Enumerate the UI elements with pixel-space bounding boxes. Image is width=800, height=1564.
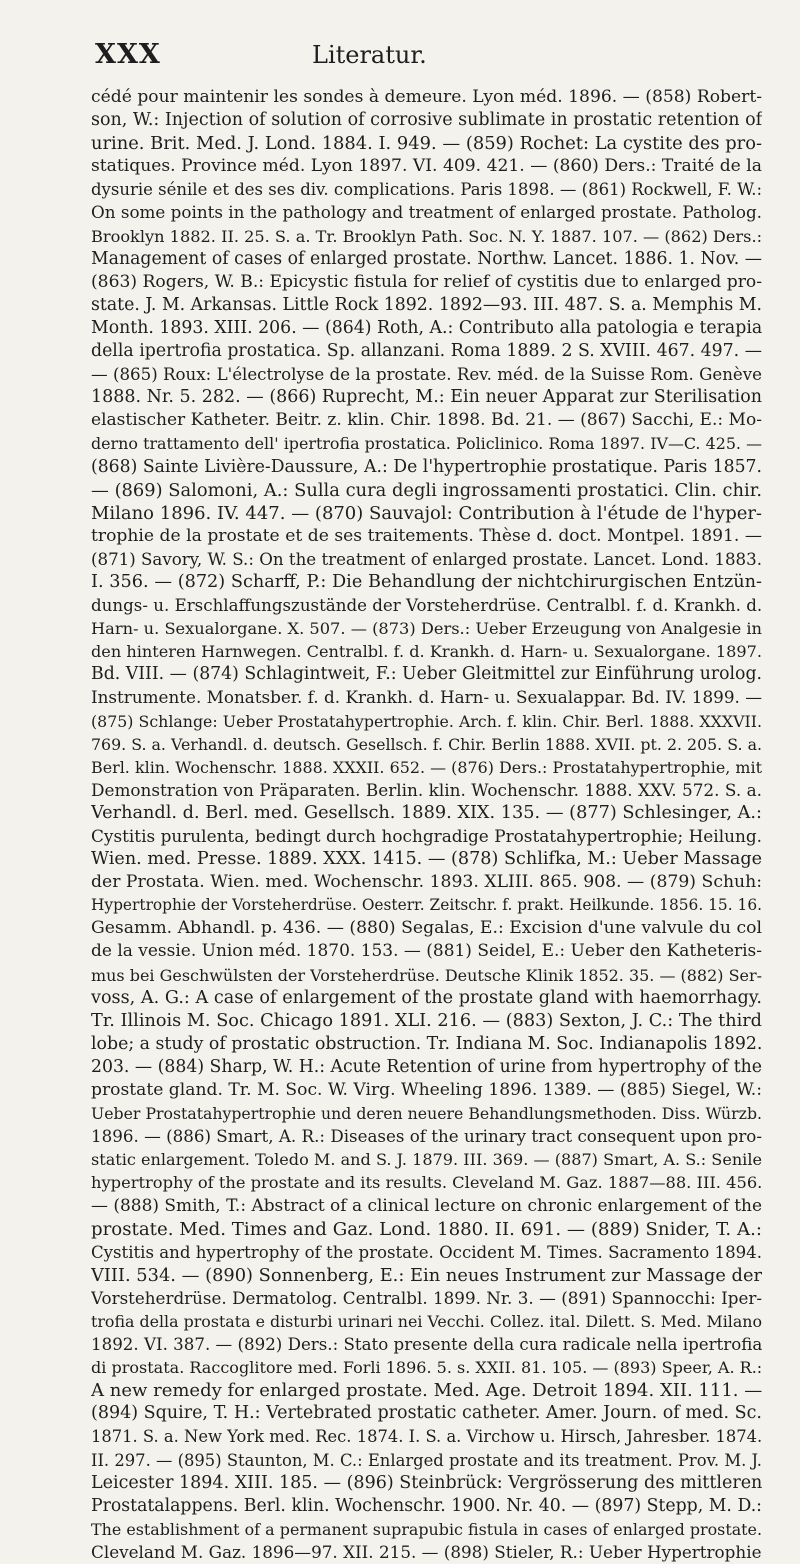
text-line: prostate gland. Tr. M. Soc. W. Virg. Wheeling 1896. 1389. — (885) Siegel, W.: (91, 1080, 762, 1101)
text-line: den hinteren Harnwegen. Centralbl. f. d. Krankh. d. Harn- u. Sexualorgane. 1897. (91, 642, 762, 662)
text-line: trofia della prostata e disturbi urinari nei Vecchi. Collez. ital. Dilett. S. Med. Milano (91, 1311, 762, 1331)
text-line: Cystitis purulenta, bedingt durch hochgradige Prostatahypertrophie; Heilung. (91, 826, 762, 846)
text-line: 769. S. a. Verhandl. d. deutsch. Gesellsch. f. Chir. Berlin 1888. XVII. pt. 2. 205. S. a. (91, 734, 762, 754)
text-line: (868) Sainte Livière-Daussure, A.: De l'hypertrophie prostatique. Paris 1857. (91, 456, 762, 477)
text-line: Ueber Prostatahypertrophie und deren neuere Behandlungsmethoden. Diss. Würzb. (91, 1104, 762, 1124)
text-line: — (869) Salomoni, A.: Sulla cura degli ingrossamenti prostatici. Clin. chir. (91, 479, 762, 501)
text-line: Cleveland M. Gaz. 1896—97. XII. 215. — (898) Stieler, R.: Ueber Hypertrophie (91, 1541, 762, 1562)
text-line: state. J. M. Arkansas. Little Rock 1892. 1892—93. III. 487. S. a. Memphis M. (91, 294, 762, 315)
text-line: I. 356. — (872) Scharff, P.: Die Behandlung der nichtchirurgischen Entzün- (91, 571, 762, 592)
bibliography-text (91, 86, 762, 1564)
text-line: On some points in the pathology and treatment of enlarged prostate. Patholog. (91, 202, 762, 223)
text-line: Management of cases of enlarged prostate. Northw. Lancet. 1886. 1. Nov. — (91, 248, 762, 269)
text-line: Bd. VIII. — (874) Schlagintweit, F.: Ueber Gleitmittel zur Einführung urolog. (91, 664, 762, 685)
text-line: Month. 1893. XIII. 206. — (864) Roth, A.: Contributo alla patologia e terapia (91, 317, 762, 338)
text-line: VIII. 534. — (890) Sonnenberg, E.: Ein neues Instrument zur Massage der (91, 1264, 762, 1286)
text-line: Hypertrophie der Vorsteherdrüse. Oesterr. Zeitschr. f. prakt. Heilkunde. 1856. 15. 16. (91, 896, 762, 915)
text-line: di prostata. Raccoglitore med. Forli 1896. 5. s. XXII. 81. 105. — (893) Speer, A. R.: (91, 1358, 762, 1378)
text-line: dysurie sénile et des ses div. complications. Paris 1898. — (861) Rockwell, F. W.: (91, 180, 762, 200)
text-line: (863) Rogers, W. B.: Epicystic fistula for relief of cystitis due to enlarged pro- (91, 271, 762, 292)
text-line: 1888. Nr. 5. 282. — (866) Ruprecht, M.: Ein neuer Apparat zur Sterilisation (91, 387, 762, 408)
text-line: der Prostata. Wien. med. Wochenschr. 1893. XLIII. 865. 908. — (879) Schuh: (91, 872, 762, 893)
text-line: 1896. — (886) Smart, A. R.: Diseases of the urinary tract consequent upon pro- (91, 1126, 762, 1147)
text-line: derno trattamento dell' ipertrofia prostatica. Policlinico. Roma 1897. IV—C. 425. — (91, 434, 762, 454)
text-line: Cystitis and hypertrophy of the prostate. Occident M. Times. Sacramento 1894. (91, 1242, 762, 1262)
text-line: Gesamm. Abhandl. p. 436. — (880) Segalas, E.: Excision d'une valvule du col (91, 918, 762, 939)
text-line: — (888) Smith, T.: Abstract of a clinical lecture on chronic enlargement of the (91, 1195, 762, 1216)
text-line: Verhandl. d. Berl. med. Gesellsch. 1889. XIX. 135. — (877) Schlesinger, A.: (91, 802, 762, 823)
text-line: 203. — (884) Sharp, W. H.: Acute Retention of urine from hypertrophy of the (91, 1056, 762, 1077)
text-line: II. 297. — (895) Staunton, M. C.: Enlarged prostate and its treatment. Prov. M. J. (91, 1450, 762, 1470)
text-line: The establishment of a permanent suprapubic fistula in cases of enlarged prostate. (91, 1519, 762, 1539)
text-line: static enlargement. Toledo M. and S. J. 1879. III. 369. — (887) Smart, A. S.: Senile (91, 1150, 762, 1170)
text-line: (894) Squire, T. H.: Vertebrated prostatic catheter. Amer. Journ. of med. Sc. (91, 1403, 762, 1424)
text-line: Vorsteherdrüse. Dermatolog. Centralbl. 1899. Nr. 3. — (891) Spannocchi: Iper- (91, 1287, 762, 1308)
text-line: de la vessie. Union méd. 1870. 153. — (881) Seidel, E.: Ueber den Katheteris- (91, 941, 762, 962)
text-line: Harn- u. Sexualorgane. X. 507. — (873) Ders.: Ueber Erzeugung von Analgesie in (91, 619, 762, 639)
text-line: Leicester 1894. XIII. 185. — (896) Steinbrück: Vergrösserung des mittleren (91, 1472, 762, 1493)
text-line: — (865) Roux: L'électrolyse de la prostate. Rev. méd. de la Suisse Rom. Genève (91, 365, 762, 385)
text-line: dungs- u. Erschlaffungszustände der Vorsteherdrüse. Centralbl. f. d. Krankh. d. (91, 596, 762, 616)
text-line: Instrumente. Monatsber. f. d. Krankh. d. Harn- u. Sexualappar. Bd. IV. 1899. — (91, 687, 762, 708)
text-line: statiques. Province méd. Lyon 1897. VI. 409. 421. — (860) Ders.: Traité de la (91, 156, 762, 177)
page-number: XXX (95, 39, 161, 70)
text-line: hypertrophy of the prostate and its results. Cleveland M. Gaz. 1887—88. III. 456. (91, 1173, 762, 1193)
text-line: 1892. VI. 387. — (892) Ders.: Stato presente della cura radicale nella ipertrofia (91, 1335, 762, 1355)
text-line: trophie de la prostate et de ses traitements. Thèse d. doct. Montpel. 1891. — (91, 525, 762, 546)
text-line: Wien. med. Presse. 1889. XXX. 1415. — (878) Schlifka, M.: Ueber Massage (91, 849, 762, 870)
text-line: prostate. Med. Times and Gaz. Lond. 1880. II. 691. — (889) Snider, T. A.: (91, 1218, 762, 1240)
text-line: urine. Brit. Med. J. Lond. 1884. I. 949. — (859) Rochet: La cystite des pro- (91, 133, 762, 155)
text-line: A new remedy for enlarged prostate. Med. Age. Detroit 1894. XII. 111. — (91, 1380, 762, 1402)
text-line: cédé pour maintenir les sondes à demeure. Lyon méd. 1896. — (858) Robert- (91, 87, 762, 107)
text-line: Tr. Illinois M. Soc. Chicago 1891. XLI. 216. — (883) Sexton, J. C.: The third (91, 1010, 762, 1031)
text-line: Berl. klin. Wochenschr. 1888. XXXII. 652. — (876) Ders.: Prostatahypertrophie, mit (91, 757, 762, 777)
text-line: (871) Savory, W. S.: On the treatment of enlarged prostate. Lancet. Lond. 1883. (91, 549, 762, 569)
text-line: Demonstration von Präparaten. Berlin. klin. Wochenschr. 1888. XXV. 572. S. a. (91, 779, 762, 800)
text-line: 1871. S. a. New York med. Rec. 1874. I. S. a. Virchow u. Hirsch, Jahresber. 1874. (91, 1427, 762, 1447)
text-line: lobe; a study of prostatic obstruction. Tr. Indiana M. Soc. Indianapolis 1892. (91, 1033, 762, 1054)
text-line: Brooklyn 1882. II. 25. S. a. Tr. Brooklyn Path. Soc. N. Y. 1887. 107. — (862) Ders.: (91, 226, 762, 246)
text-line: (875) Schlange: Ueber Prostatahypertrophie. Arch. f. klin. Chir. Berl. 1888. XXXVII. (91, 711, 762, 731)
text-line: son, W.: Injection of solution of corrosive sublimate in prostatic retention of (91, 110, 762, 131)
running-title: Literatur. (312, 41, 427, 69)
text-line: Prostatalappens. Berl. klin. Wochenschr. 1900. Nr. 40. — (897) Stepp, M. D.: (91, 1495, 762, 1516)
text-line: elastischer Katheter. Beitr. z. klin. Chir. 1898. Bd. 21. — (867) Sacchi, E.: Mo- (91, 410, 762, 431)
text-line: voss, A. G.: A case of enlargement of the prostate gland with haemorrhagy. (91, 987, 762, 1008)
text-line: della ipertrofia prostatica. Sp. allanzani. Roma 1889. 2 S. XVIII. 467. 497. — (91, 341, 762, 362)
text-line: mus bei Geschwülsten der Vorsteherdrüse. Deutsche Klinik 1852. 35. — (882) Ser- (91, 965, 762, 985)
text-line: Milano 1896. IV. 447. — (870) Sauvajol: Contribution à l'étude de l'hyper- (91, 502, 762, 524)
page-header (91, 39, 762, 79)
